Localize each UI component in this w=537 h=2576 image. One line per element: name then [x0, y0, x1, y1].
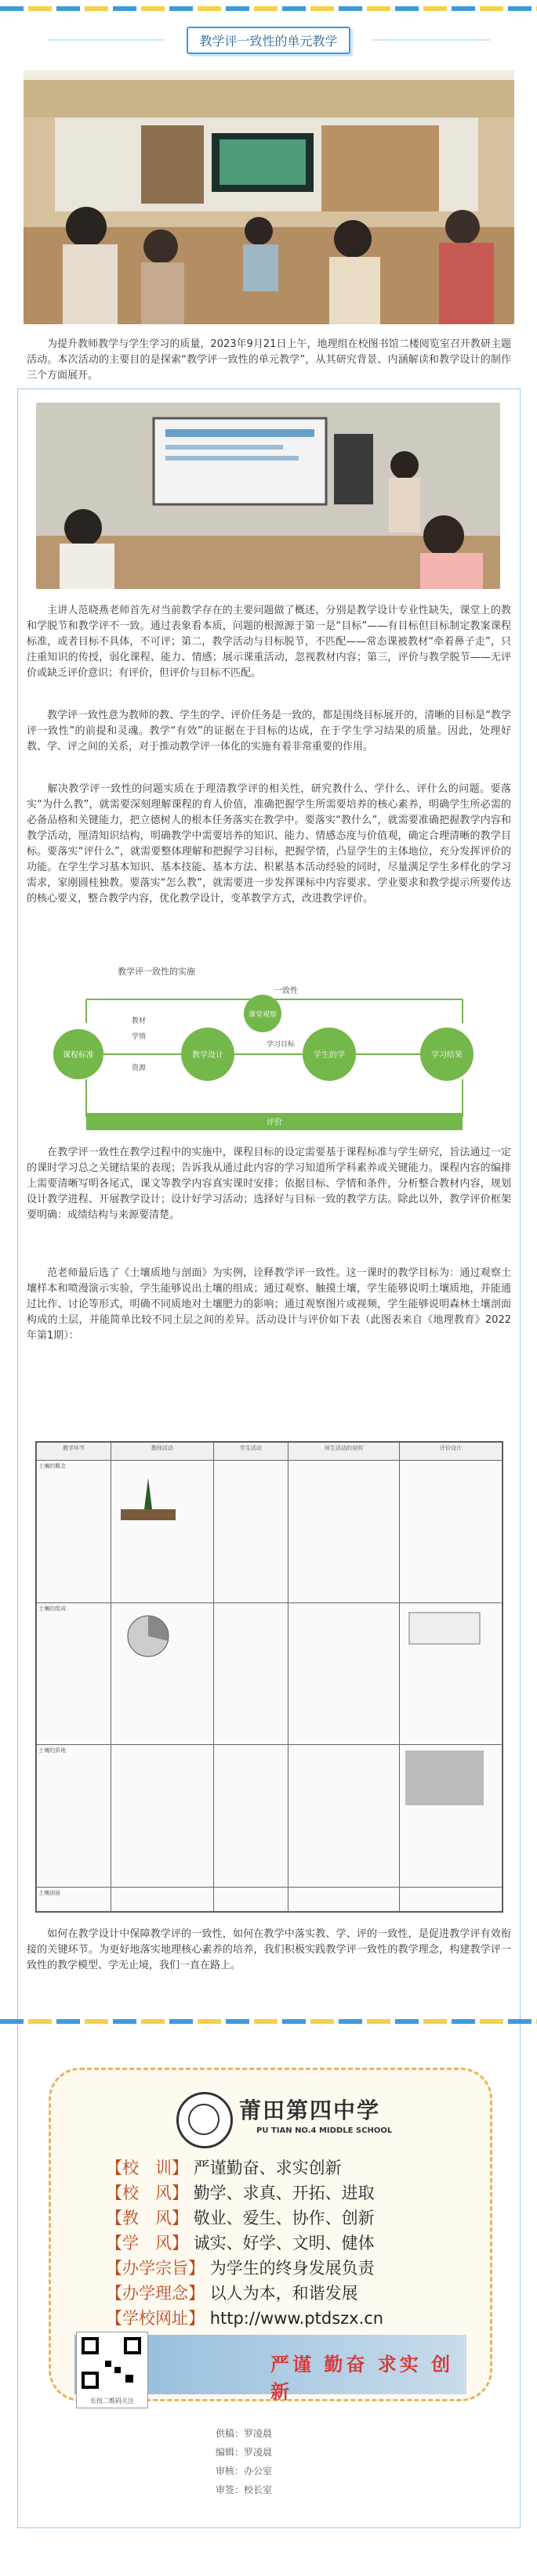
school-motto-line: 【学 风】 诚实、好学、文明、健体 — [106, 2234, 375, 2253]
presenter-photo — [36, 403, 500, 589]
diagram-node-curriculum: 课程标准 — [63, 1051, 94, 1060]
table-cell — [400, 1461, 503, 1603]
closing-paragraph: 如何在教学设计中保障教学评的一致性，如何在教学中落实教、学、评的一致性，是促进教学评有效衔接的关键环节。为更好地落实地理核心素养的培养，我们积极实践教学评一致性的教学理念，构建教学评一致性的教学模型、学无止境，我们一直在路上。 — [27, 1928, 511, 1971]
table-cell: 土壤剖面 — [37, 1887, 111, 1911]
diagram-title: 教学评一致性的实施 — [118, 966, 195, 977]
table-cell-image — [111, 1461, 214, 1603]
school-motto-line: 【校 训】 严谨勤奋、求实创新 — [106, 2159, 342, 2177]
table-cell — [213, 1745, 288, 1888]
diagram-label-learning: 学情 — [132, 1033, 147, 1041]
table-header: 学生活动 — [213, 1443, 288, 1461]
meeting-photo-illustration — [24, 70, 514, 324]
article-title: 教学评一致性的单元教学 — [187, 27, 350, 54]
diagram-node-student: 学生的学 — [314, 1051, 345, 1060]
school-card — [49, 2068, 492, 2404]
credit-line: 审签：校长室 — [216, 2484, 273, 2495]
table-row — [37, 1602, 503, 1745]
diagram-node-result: 学习结果 — [431, 1051, 463, 1060]
article-paragraph-5: 范老师最后选了《土壤质地与剖面》为实例，诠释教学评一致性。这一课时的教学目标为：通过观察土壤样本和喷漫演示实验，学生能够说出土壤的组成；通过观察、触摸土壤，学生能够说明土壤质地，并能通过比作、讨论等形式，明确不同质地对土壤肥力的影响；通过观察图片或视频，学生能够说明森林土壤剖面构成的土层，并能简单比较不同土层之间的差异。活动设计与评价如下表（此图表来自《地理教育》2022年第1期）： — [27, 1267, 511, 1342]
school-seal-icon — [176, 2092, 233, 2148]
plant-illustration — [113, 1462, 183, 1525]
table-header: 师生活动的说明 — [288, 1443, 400, 1461]
table-header: 评价设计 — [400, 1443, 503, 1461]
bottom-stripe — [0, 2019, 537, 2024]
table-row — [37, 1745, 503, 1888]
table-cell — [111, 1887, 214, 1911]
diagram-node-observation: 课堂观察 — [248, 1011, 278, 1019]
qr-caption: 长按二维码关注 — [90, 2397, 134, 2404]
school-motto-line: 【办学理念】 以人为本，和谐发展 — [106, 2284, 358, 2303]
table-cell — [111, 1745, 214, 1888]
table-cell — [213, 1461, 288, 1603]
table-cell — [288, 1602, 400, 1745]
top-stripe — [0, 6, 537, 11]
table-cell: 土壤的概念 — [37, 1461, 111, 1603]
table-cell — [213, 1602, 288, 1745]
soil-texture-photo — [401, 1747, 488, 1809]
model-diagram — [39, 960, 498, 1140]
table-cell-image — [111, 1602, 214, 1745]
article-paragraph-1: 主讲人范晓燕老师首先对当前教学存在的主要问题做了概述，分别是教学设计专业性缺失，课堂上的教和学脱节和教学评不一致。通过表象看本质，问题的根源源于第一是“目标”——有目标但目标制定教案课程标准，或者目标不具体，不可评；第二，教学活动与目标脱节，不匹配——常态课被教材“牵着鼻子走”，只注重知识的传授，弱化课程、能力、情感；展示课重活动，忽视教材内容；第三，评价与教学脱节——无评价或缺乏评价意识；有评价，但评价与目标不匹配。 — [27, 605, 511, 679]
soil-composition-chart — [113, 1605, 183, 1667]
diagram-consistency-label: 一致性 — [274, 987, 298, 995]
qr-code-icon[interactable] — [76, 2332, 148, 2408]
meeting-photo — [24, 70, 514, 324]
table-cell — [288, 1745, 400, 1888]
diagram-label-resources: 资源 — [132, 1064, 147, 1072]
school-name-en: PU TIAN NO.4 MIDDLE SCHOOL — [256, 2126, 393, 2135]
credit-line: 审核：办公室 — [216, 2466, 273, 2477]
diagram-label-goal: 学习目标 — [267, 1041, 296, 1049]
article-paragraph-3: 解决教学评一致性的问题实质在于理清教学评的相关性，研究教什么、学什么、评什么的问题。要落实“为什么教”，就需要深刻理解课程的育人价值，准确把握学生所需要培养的核心素养，明确学生所必需的必备品格和关键能力，把立德树人的根本任务落实在教学中。要落实“教什么”，就需要准确把握教学内容和教学活动，厘清知识结构，明确教学中需要培养的知识、能力、情感态度与价值观，确定合理清晰的教学目标。要落实“评什么”，就需要整体理解和把握学习目标，把握学情，凸显学生的主体地位，充分发挥评价的功能。在学生学习基本知识、基本技能、基本方法、积累基本活动经验的同时，尽量满足学生多样化的学习需求，家刚圆桂独教。要落实“怎么教”，就需要进一步发挥课标中内容要求、学业要求和教学提示所要传达的核心要义，整合教学内容，优化教学设计，变革教学方式，改进教学评价。 — [27, 783, 511, 905]
title-wrap — [0, 27, 537, 54]
intro-paragraph: 为提升教师教学与学生学习的质量，2023年9月21日上午，地理组在校图书馆二楼阅览室召开教研主题活动。本次活动的主要目的是探索“教学评一致性的单元教学”，从其研究背景、内涵解读和教学设计的制作三个方面展开。 — [27, 338, 511, 381]
table-cell-image — [400, 1745, 503, 1888]
table-row — [37, 1887, 503, 1911]
soil-composition-diagram — [401, 1605, 488, 1652]
presenter-photo-illustration — [36, 403, 500, 589]
lesson-table — [35, 1441, 503, 1913]
table-cell — [400, 1887, 503, 1911]
school-website-line[interactable]: 【学校网址】 http://www.ptdszx.cn — [106, 2309, 384, 2328]
table-cell: 土壤的质地 — [37, 1745, 111, 1888]
article-paragraph-2: 教学评一致性意为教师的教、学生的学、评价任务是一致的，都是围绕目标展开的，清晰的目标是“教学评一致性”的前提和灵魂。教学“有效”的证据在于目标的达成，在于学生学习结果的质量。因此，处理好教、学、评之间的关系，对于推动教学评一体化的实施有着非常重要的作用。 — [27, 710, 511, 753]
credit-line: 编辑：罗凌晨 — [216, 2447, 273, 2458]
table-cell — [213, 1887, 288, 1911]
school-motto-line: 【办学宗旨】 为学生的终身发展负责 — [106, 2259, 375, 2278]
diagram-label-textbook: 教材 — [132, 1017, 147, 1025]
credits — [216, 2424, 325, 2499]
article-paragraph-4: 在教学评一致性在教学过程中的实施中，课程目标的设定需要基于课程标准与学生研究，旨法通过一定的课时学习总之关键结果的表现；告诉我从通过此内容的学习知道所学科素养或关键能力。课程内容的编排上需要清晰写明各尾式，课文等教学内容真实课时安排；依据目标、学情和条件，分析整合教材内容，规划设计教学进程、开展教学设计；设计好学习活动；选择好与目标一致的教学方法。除此以外，教学评价框架要明确：成绩结构与来源要清楚。 — [27, 1147, 511, 1221]
lesson-table-grid — [36, 1442, 503, 1912]
table-header: 教学环节 — [37, 1443, 111, 1461]
table-cell — [288, 1461, 400, 1603]
school-name: 莆田第四中学 — [239, 2097, 381, 2123]
diagram-node-assessment: 评价 — [267, 1118, 282, 1127]
credit-line: 供稿：罗凌晨 — [216, 2428, 273, 2439]
table-cell-image — [400, 1602, 503, 1745]
model-diagram-svg — [39, 960, 498, 1140]
table-cell — [288, 1887, 400, 1911]
diagram-node-design: 教学设计 — [192, 1051, 223, 1060]
school-motto-line: 【教 风】 敬业、爱生、协作、创新 — [106, 2209, 375, 2227]
table-header: 教师活动 — [111, 1443, 214, 1461]
table-row — [37, 1461, 503, 1603]
banner-slogan: 严谨 勤奋 求实 创新 — [270, 2354, 454, 2403]
qr-code-pattern — [77, 2332, 146, 2394]
table-cell: 土壤的组成 — [37, 1602, 111, 1745]
school-motto-line: 【校 风】 勤学、求真、开拓、进取 — [106, 2184, 375, 2202]
